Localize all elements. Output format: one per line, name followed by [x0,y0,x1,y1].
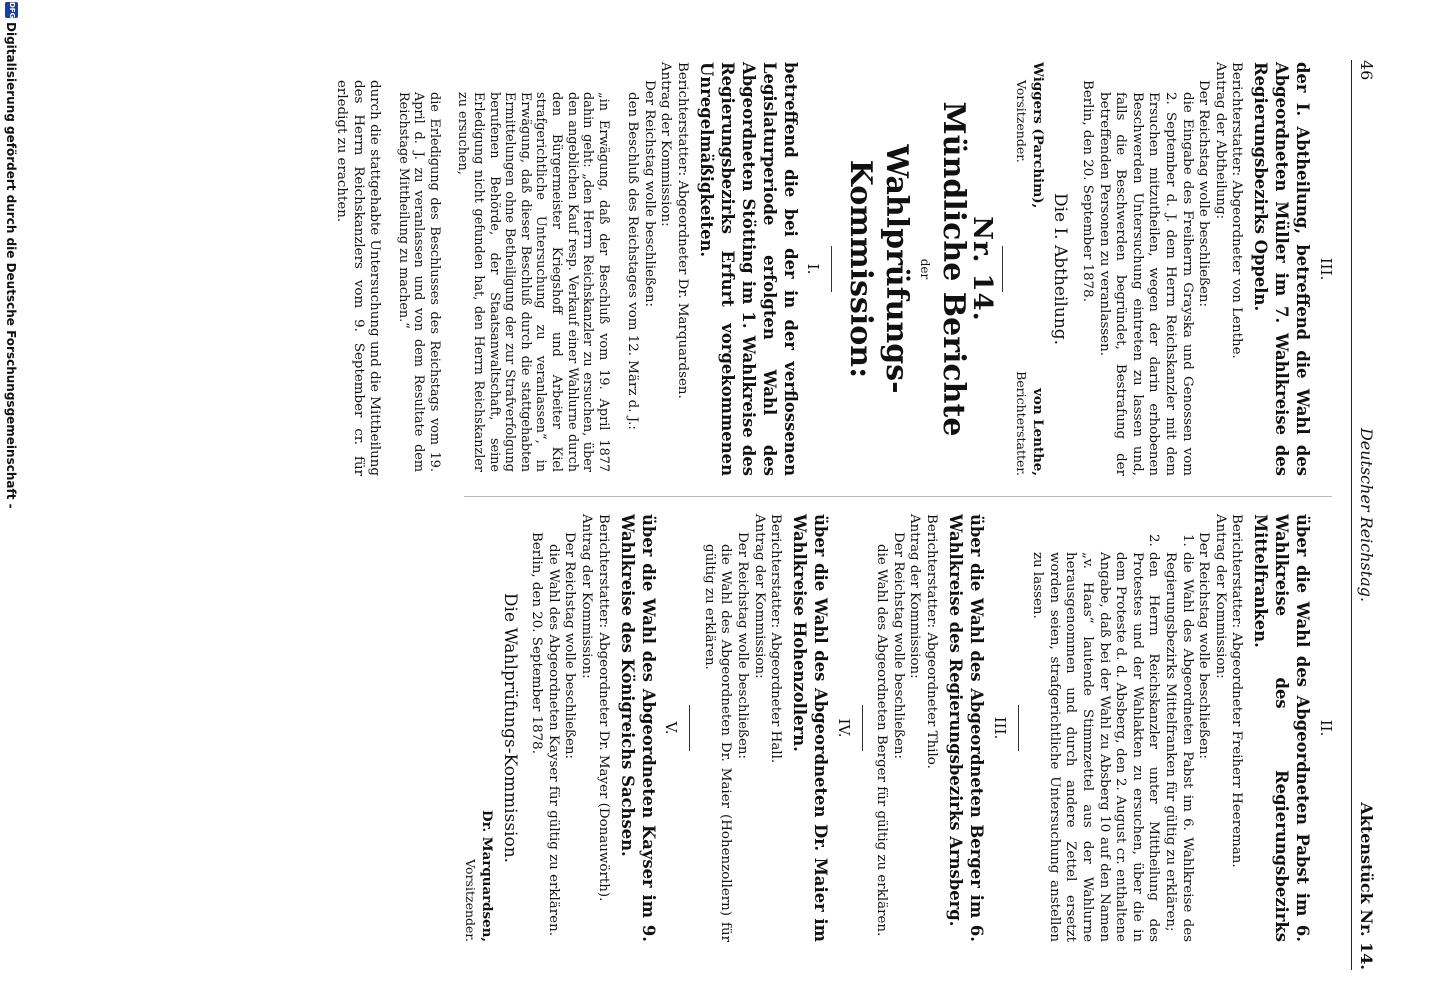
section-heading: über die Wahl des Abgeordneten Berger im 6. Wahlkreise des Regierungsbezirks Arnsberg. [946,514,987,942]
antrag-label: Antrag der Abtheilung: [1212,62,1228,220]
resolution-intro: Der Reichstag wolle beschließen: [734,532,750,760]
resolution-body: den Beschluß des Reichstages vom 12. März d. J.: [625,92,641,430]
resolution-intro: Der Reichstag wolle beschließen: [641,80,657,308]
quoted-resolution: „in Erwägung, daß der Beschluß vom 19. April 1877 dahin geht: „den Herrn Reichskanzler zu ersuchen, über den angeblichen Kauf resp. Verkauf einer Wahlurne durch den Bürgermeister Kriegshoff und Arbeiter Kiel strafgerichtliche Untersuchung zu veranlassen“, in Erwägung, daß dieser Beschluß durch die stattgehabten Ermittelungen ohne Betheiligung der zur Strafverfolgung berufenen Behörde, der Staatsanwaltschaft, seine Erledigung nicht gefunden hat, den Herrn Reichskanzler zu ersuchen, [455,92,611,472]
column-divider [464,496,1332,497]
antrag-label: Antrag der Kommission: [907,514,923,679]
signature-role: Berichterstatter. [1014,371,1030,476]
digitization-credit [0,0,22,1000]
resolution-body: die Eingabe des Freiherrn Grayska und Genossen vom 2. September d. J. dem Herrn Reichskanzler mit dem Ersuchen mitzutheilen, wegen der darin erhobenen Beschwerden Untersuchung eintreten zu lassen und, falls die Beschwerden begründet, Bestrafung der betreffenden Personen zu veranlassen. [1096,92,1195,476]
antrag-label: Antrag der Kommission: [578,514,594,679]
section-heading: über die Wahl des Abgeordneten Pabst im 6. Wahlkreise des Regierungsbezirks Mittelfranken. [1251,514,1313,942]
antrag-label: Antrag der Kommission: [751,514,767,679]
section-number: V. [662,721,681,735]
antrag-label: Antrag der Kommission: [658,62,674,227]
list-number: 1. [1179,534,1195,547]
signature-name: Wiggers (Parchim), [1029,62,1046,209]
date-line: Berlin, den 20. September 1878. [529,532,545,754]
report-number: Nr. 14. [966,216,997,322]
document-number: Aktenstück Nr. 14. [1357,802,1376,970]
berichterstatter: Berichterstatter: Abgeordneter Dr. Mayer (Donauwörth). [595,514,611,902]
section-heading: über die Wahl des Abgeordneten Kayser im 9. Wahlkreise des Königreichs Sachsen. [617,514,658,942]
list-text: die Wahl des Abgeordneten Pabst im 6. Wahlkreise des Regierungsbezirks Mittelfranken für gültig zu erklären; [1163,552,1195,942]
resolution-intro: Der Reichstag wolle beschließen: [890,532,906,760]
berichterstatter: Berichterstatter: Abgeordneter von Lenthe. [1229,62,1245,359]
credit-text: Digitalisierung gefördert durch die Deutsche Forschungsgemeinschaft - [4,22,18,509]
section-rule [1002,246,1003,292]
signature-name: von Lenthe, [1029,388,1046,476]
date-line: Berlin, den 20. September 1878. [1080,80,1096,302]
antrag-label: Antrag der Kommission: [1212,514,1228,679]
quoted-resolution: die Erledigung des Beschlusses des Reichstags vom 19. April d. J. zu veranlassen und von dem Resultate dem Reichstage Mittheilung zu machen.“ [395,92,442,472]
signature-role: Vorsitzender. [1014,80,1030,163]
section-number: III. [1317,257,1335,281]
section-rule [689,705,690,751]
list-item [1029,514,1162,942]
report-title: Mündliche Berichte [936,101,972,437]
running-head-title: Deutscher Reichstag. [1357,427,1376,603]
berichterstatter: Berichterstatter: Abgeordneter Dr. Marquardsen. [674,62,690,399]
section-rule [862,705,863,751]
right-column [20,514,1340,942]
resolution-body: die Wahl des Abgeordneten Berger für gültig zu erklären. [874,544,890,937]
resolution-intro: Der Reichstag wolle beschließen: [562,532,578,760]
section-number: II. [1317,719,1335,737]
running-head [1351,60,1376,970]
list-text: den Herrn Reichskanzler unter Mittheilung des Protestes und der Wahlakten zu ersuchen, über die in dem Proteste d. d. Absberg, den 2. August cr. enthaltene Angabe, daß bei der Wahl zu Absberg 10 auf den Namen „v. Haas“ lautende Stimmzettel aus der Wahlurne herausgenommen und durch andere Zettel ersetzt worden seien, strafgerichtliche Untersuchung anstellen zu lassen. [1030,552,1162,942]
berichterstatter: Berichterstatter: Abgeordneter Hall. [768,514,784,764]
section-number: I. [804,263,823,275]
resolution-intro: Der Reichstag wolle beschließen: [1196,532,1212,760]
section-rule [832,246,833,292]
berichterstatter: Berichterstatter: Abgeordneter Thilo. [924,514,940,769]
signature-block [462,514,495,942]
section-heading: der I. Abtheilung, betreffend die Wahl des Abgeordneten Müller im 7. Wahlkreise des Regierungsbezirks Oppeln. [1251,62,1313,476]
section-number: IV. [834,718,853,738]
section-heading: betreffend die bei der in der verflossenen Legislaturperiode erfolgten Wahl des Abgeordneten Stötting im 1. Wahlkreise des Regierungsbezirks Erfurt vorgekommenen Unregelmäßigkeiten. [696,62,800,476]
signature-organization: Die I. Abtheilung. [1050,192,1071,346]
resolution-body: die Wahl des Abgeordneten Dr. Maier (Hohenzollern) für gültig zu erklären. [701,544,734,942]
list-number: 2. [1146,534,1162,547]
berichterstatter: Berichterstatter: Abgeordneter Freiherr Heereman. [1229,514,1245,868]
list-item [1161,514,1194,942]
page-number: 46 [1357,60,1376,81]
dfg-logo: DFG [5,2,18,18]
left-column [20,62,1340,476]
report-title-der: der [918,258,933,280]
resolution-intro: Der Reichstag wolle beschließen: [1196,80,1212,308]
signature-organization: Die Wahlprüfungs-Kommission. [499,592,520,864]
signature-name: Dr. Marquardsen, [479,810,495,942]
resolution-closing: durch die stattgehabte Untersuchung und die Mittheilung des Herrn Reichskanzlers vom 9. September cr. für erledigt zu erachten. [334,80,383,476]
section-heading: über die Wahl des Abgeordneten Dr. Maier im Wahlkreise Hohenzollern. [790,514,831,942]
signature-row [1013,62,1046,476]
signature-role: Vorsitzender. [463,859,479,942]
resolution-body: die Wahl des Abgeordneten Kayser für gültig zu erklären. [545,544,561,936]
section-rule [1018,705,1019,751]
commission-title: Wahlprüfungs-Kommission: [843,144,915,394]
section-number: III. [990,716,1009,740]
